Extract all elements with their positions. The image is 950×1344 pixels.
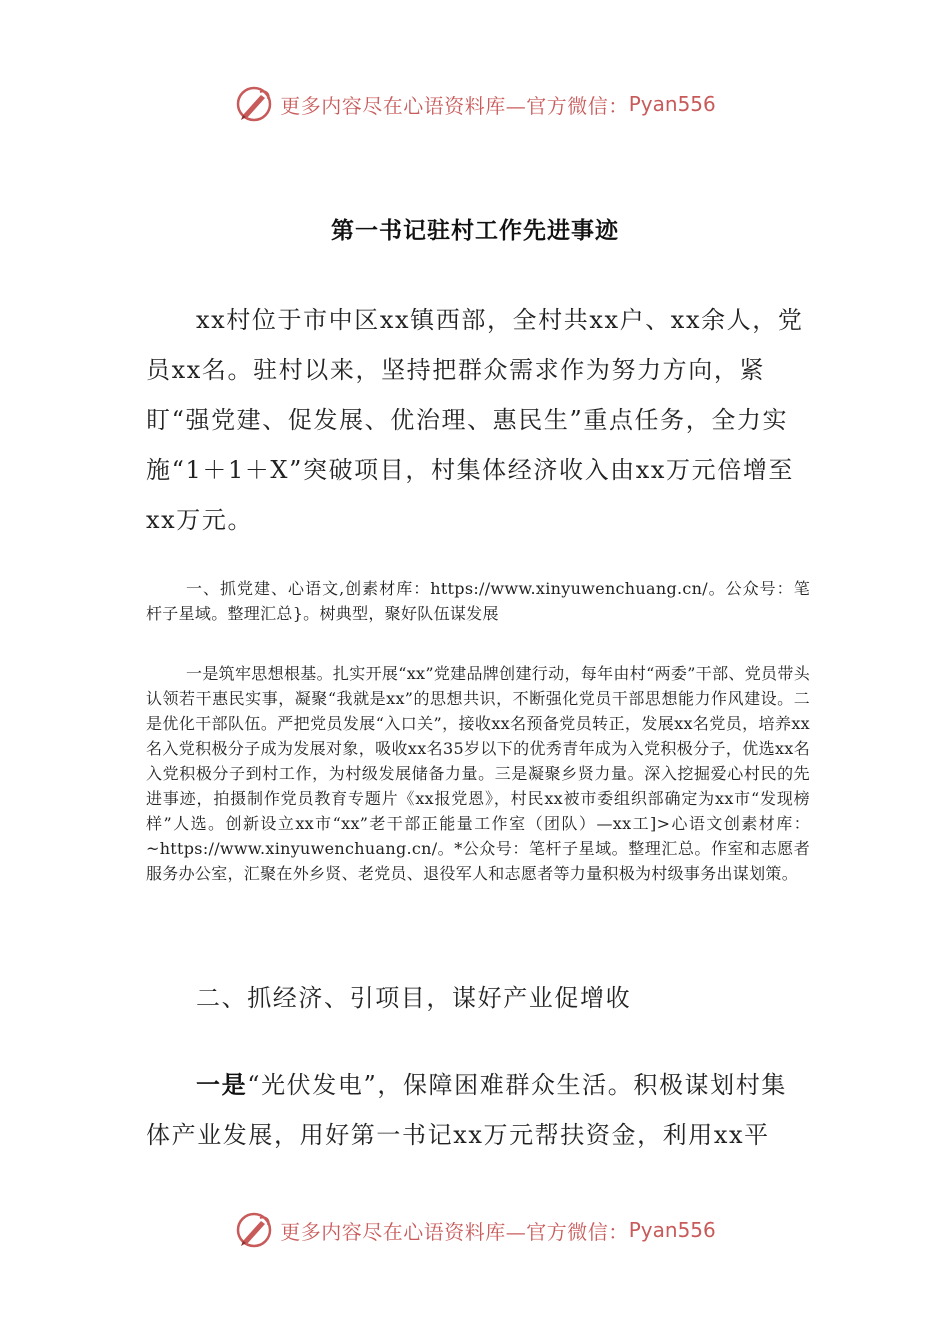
footer-banner [0,1210,950,1250]
banner-text: 更多内容尽在心语资料库—官方微信： [280,93,629,118]
pen-logo-icon [234,84,274,124]
footer-banner-account: Pyan556 [628,1218,716,1242]
section2-body: “光伏发电”，保障困难群众生活。积极谋划村集体产业发展，用好第一书记xx万元帮扶资金，利用xx平 [146,1071,787,1149]
section1-heading: 一、抓党建、心语文,创素材库：https://www.xinyuwenchuang.cn/。公众号：笔杆子星域。整理汇总}。树典型，聚好队伍谋发展 [146,579,810,623]
footer-banner-text: 更多内容尽在心语资料库—官方微信： [280,1219,629,1244]
section2-heading: 二、抓经济、引项目，谋好产业促增收 [196,984,632,1012]
section2-lead: 一是 [196,1070,248,1099]
banner-account: Pyan556 [628,92,716,116]
document-title: 第一书记驻村工作先进事迹 [331,217,619,244]
intro-paragraph: xx村位于市中区xx镇西部，全村共xx户、xx余人，党员xx名。驻村以来，坚持把群众需求作为努力方向，紧盯“强党建、促发展、优治理、惠民生”重点任务，全力实施“1＋1＋X”突破项目，村集体经济收入由xx万元倍增至xx万元。 [146,306,804,534]
header-banner [0,84,950,124]
pen-logo-icon [234,1210,274,1250]
section2-paragraph [146,1060,810,1160]
section1-body: 一是筑牢思想根基。扎实开展“xx”党建品牌创建行动，每年由村“两委”干部、党员带头认领若干惠民实事，凝聚“我就是xx”的思想共识，不断强化党员干部思想能力作风建设。二是优化干部队伍。严把党员发展“入口关”，接收xx名预备党员转正，发展xx名党员，培养xx名入党积极分子成为发展对象，吸收xx名35岁以下的优秀青年成为入党积极分子，优选xx名入党积极分子到村工作，为村级发展储备力量。三是凝聚乡贤力量。深入挖掘爱心村民的先进事迹，拍摄制作党员教育专题片《xx报党恩》，村民xx被市委组织部确定为xx市“发现榜样”人选。创新设立xx市“xx”老干部正能量工作室（团队）—xx工]>心语文创素材库：~https://www.xinyuwenchuang.cn/。*公众号：笔杆子星域。整理汇总。作室和志愿者服务办公室，汇聚在外乡贤、老党员、退役军人和志愿者等力量积极为村级事务出谋划策。 [146,664,810,883]
